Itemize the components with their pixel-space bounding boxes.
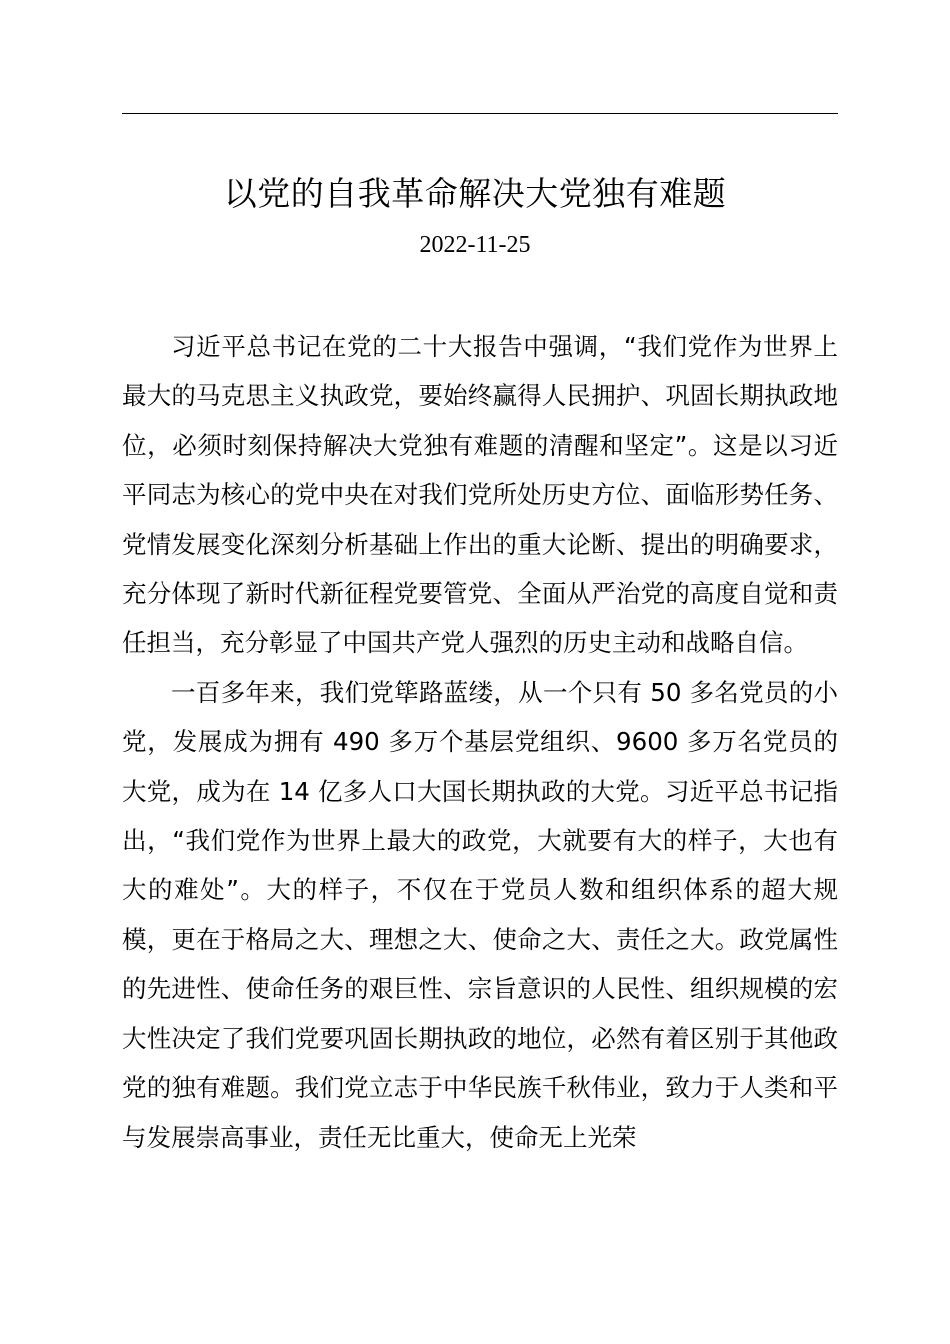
article-body <box>122 322 838 1162</box>
header-rule <box>122 113 838 114</box>
article-title: 以党的自我革命解决大党独有难题 <box>223 174 727 213</box>
paragraph-2: 一百多年来，我们党筚路蓝缕，从一个只有 50 多名党员的小党，发展成为拥有 490 多万个基层党组织、9600 多万名党员的大党，成为在 14 亿多人口大国长期执政的大党。习近平总书记指出，“我们党作为世界上最大的政党，大就要有大的样子，大也有大的难处”。大的样子，不仅在于党员人数和组织体系的超大规模，更在于格局之大、理想之大、使命之大、责任之大。政党属性的先进性、使命任务的艰巨性、宗旨意识的人民性、组织规模的宏大性决定了我们党要巩固长期执政的地位，必然有着区别于其他政党的独有难题。我们党立志于中华民族千秋伟业，致力于人类和平与发展崇高事业，责任无比重大，使命无上光荣 <box>122 677 838 1152</box>
paragraph-1: 习近平总书记在党的二十大报告中强调，“我们党作为世界上最大的马克思主义执政党，要始终赢得人民拥护、巩固长期执政地位，必须时刻保持解决大党独有难题的清醒和坚定”。这是以习近平同志为核心的党中央在对我们党所处历史方位、面临形势任务、党情发展变化深刻分析基础上作出的重大论断、提出的明确要求，充分体现了新时代新征程党要管党、全面从严治党的高度自觉和责任担当，充分彰显了中国共产党人强烈的历史主动和战略自信。 <box>122 332 838 658</box>
article-date: 2022-11-25 <box>419 232 531 258</box>
